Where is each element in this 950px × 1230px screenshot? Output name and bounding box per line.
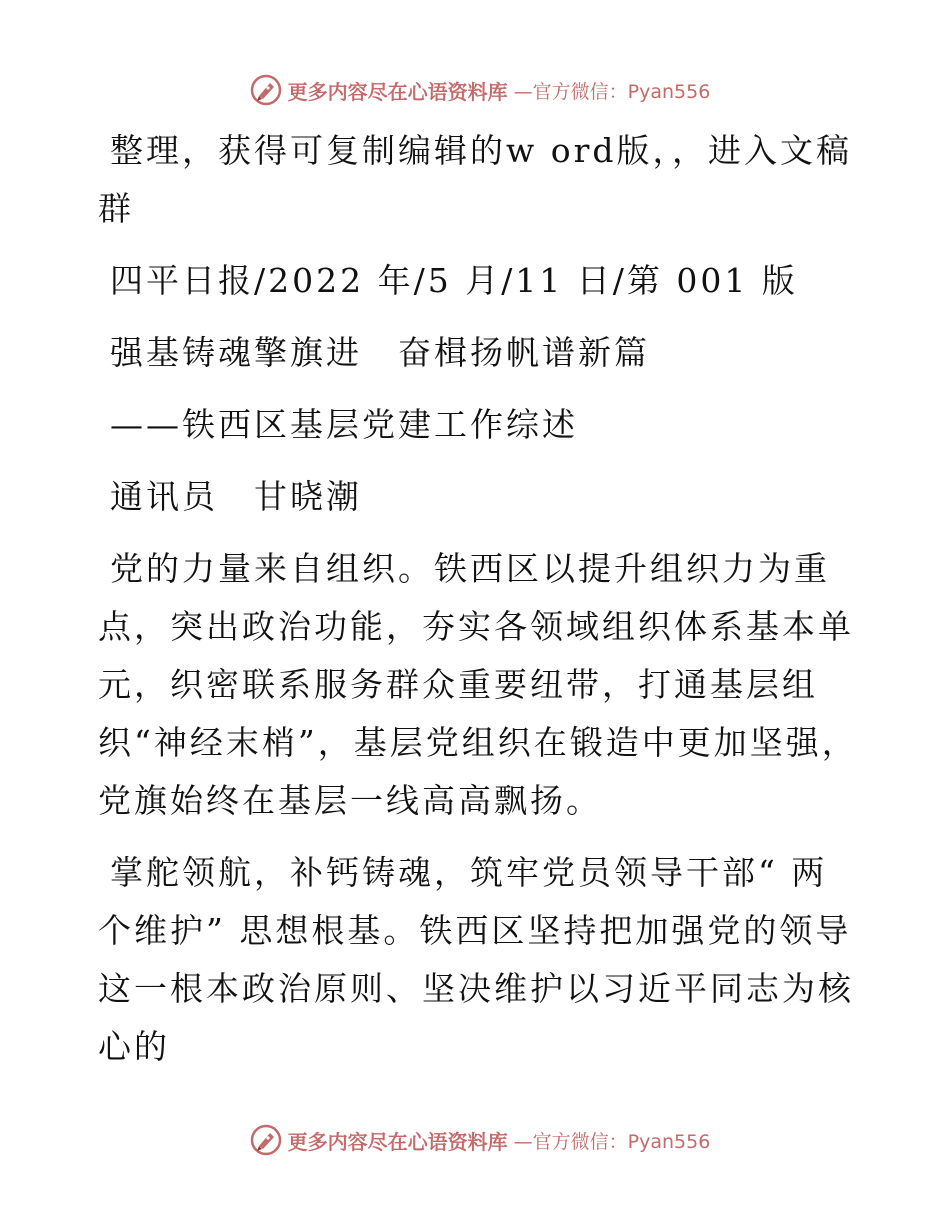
pen-nib-logo-icon [250, 74, 282, 106]
footer-watermark [0, 1120, 950, 1160]
watermark-sub-text: —官方微信：Pyan556 [513, 1130, 711, 1153]
subheadline: ——铁西区基层党建工作综述 [110, 405, 578, 444]
header-watermark [0, 70, 950, 110]
body-paragraph: 掌舵领航，补钙铸魂，筑牢党员领导干部“ 两个维护” 思想根基。铁西区坚持把加强党的领导这一根本政治原则、坚决维护以习近平同志为核心的 [98, 853, 854, 1066]
watermark-main-text: 更多内容尽在心语资料库 [287, 1129, 508, 1154]
body-paragraph: 党的力量来自组织。铁西区以提升组织力为重点，突出政治功能，夯实各领域组织体系基本单元，织密联系服务群众重要纽带，打通基层组织“神经末梢”，基层党组织在锻造中更加坚强，党旗始终在基层一线高高飘扬。 [98, 549, 858, 820]
watermark-banner [250, 1124, 711, 1156]
watermark-main-text: 更多内容尽在心语资料库 [287, 79, 508, 104]
headline: 强基铸魂擎旗进 奋楫扬帆谱新篇 [110, 333, 650, 372]
dateline: 四平日报/2022 年/5 月/11 日/第 001 版 [110, 261, 798, 300]
intro-note: 整理，获得可复制编辑的w ord版，，进入文稿群 [98, 131, 853, 228]
byline: 通讯员 甘晓潮 [110, 477, 362, 516]
watermark-sub-text: —官方微信：Pyan556 [513, 80, 711, 103]
document-body [98, 122, 858, 1090]
pen-nib-logo-icon [250, 1124, 282, 1156]
watermark-banner [250, 74, 711, 106]
